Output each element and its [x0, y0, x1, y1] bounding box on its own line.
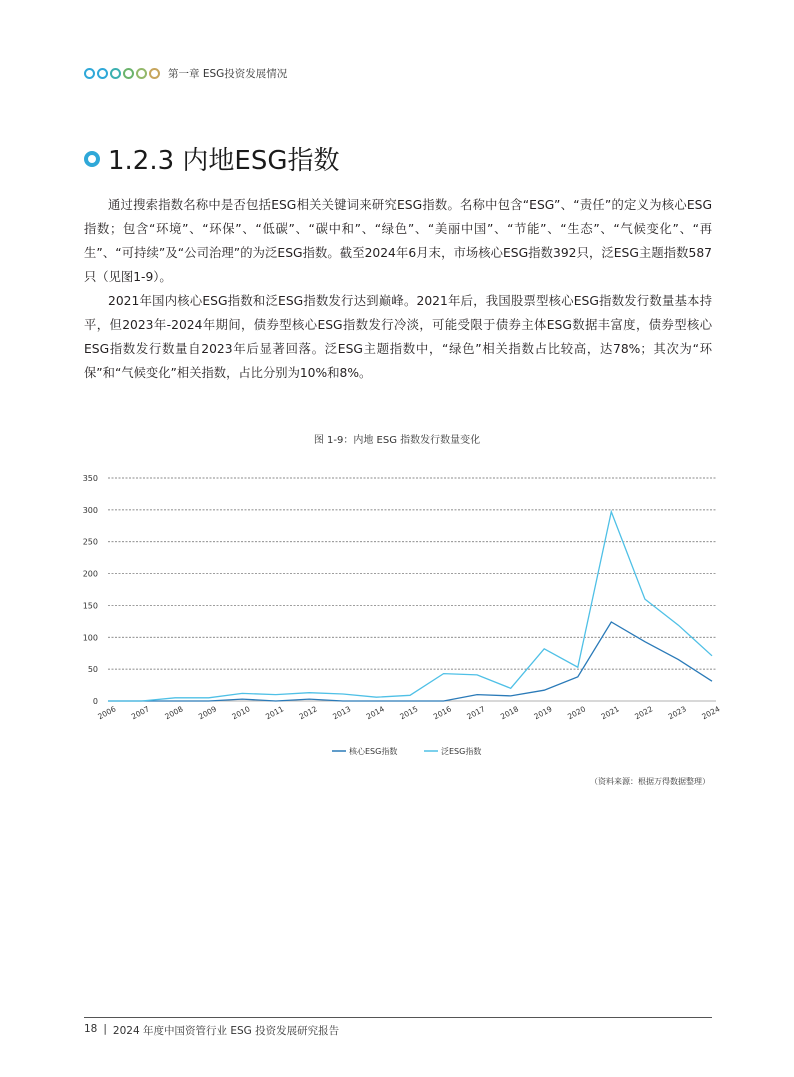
x-tick-label: 2021 [599, 704, 621, 722]
x-tick-label: 2015 [398, 704, 420, 722]
x-tick-label: 2010 [230, 704, 252, 722]
footer-divider [84, 1017, 712, 1018]
x-tick-label: 2007 [129, 704, 151, 722]
x-tick-label: 2017 [465, 704, 487, 722]
x-tick-label: 2024 [700, 704, 722, 722]
body-text [84, 193, 712, 385]
bullet-circle-icon [84, 151, 100, 167]
y-tick-label: 0 [92, 697, 98, 706]
paragraph-1: 通过搜索指数名称中是否包括ESG相关关键词来研究ESG指数。名称中包含“ESG”、“责任”的定义为核心ESG指数；包含“环境”、“环保”、“低碳”、“碳中和”、“绿色”、“美丽中国”、“节能”、“生态”、“气候变化”、“再生”、“可持续”及“公司治理”的为泛ESG指数。截至2024年6月末，市场核心ESG指数392只，泛ESG主题指数587只（见图1-9）。 [84, 198, 712, 284]
legend-label: 核心ESG指数 [349, 747, 398, 756]
x-tick-label: 2013 [331, 704, 353, 722]
x-tick-label: 2012 [297, 704, 319, 722]
header-dot-icon [136, 68, 147, 79]
footer-separator: | [103, 1023, 107, 1035]
paragraph-2: 2021年国内核心ESG指数和泛ESG指数发行达到巅峰。2021年后，我国股票型核心ESG指数发行数量基本持平，但2023年-2024年期间，债券型核心ESG指数发行冷淡，可能受限于债券主体ESG数据丰富度，债券型核心ESG指数发行数量自2023年后显著回落。泛ESG主题指数中，“绿色”相关指数占比较高，达78%；其次为“环保”和“气候变化”相关指数，占比分别为10%和8%。 [84, 294, 712, 380]
x-tick-label: 2016 [431, 704, 453, 722]
header-dot-icon [149, 68, 160, 79]
y-tick-label: 100 [82, 633, 98, 643]
page-footer [84, 1023, 339, 1038]
x-tick-label: 2008 [163, 704, 185, 722]
line-chart [70, 462, 730, 762]
series-line-2 [108, 512, 712, 701]
report-title: 2024 年度中国资管行业 ESG 投资发展研究报告 [112, 1025, 340, 1037]
y-tick-label: 150 [82, 601, 98, 611]
page-header [84, 66, 287, 80]
header-dot-icon [123, 68, 134, 79]
x-tick-label: 2006 [96, 704, 118, 722]
x-tick-label: 2020 [566, 704, 588, 722]
x-tick-label: 2014 [364, 704, 386, 722]
x-tick-label: 2023 [666, 704, 688, 722]
x-tick-label: 2011 [264, 704, 286, 722]
series-line-1 [108, 622, 712, 701]
figure-caption: 图 1-9：内地 ESG 指数发行数量变化 [313, 435, 481, 446]
x-tick-label: 2009 [196, 704, 219, 722]
header-dot-icon [110, 68, 121, 79]
legend-label: 泛ESG指数 [441, 747, 482, 756]
y-tick-label: 250 [82, 537, 98, 547]
section-title: 1.2.3 内地ESG指数 [108, 146, 340, 176]
y-tick-label: 300 [82, 505, 98, 515]
y-tick-label: 200 [82, 569, 98, 579]
header-dot-icon [84, 68, 95, 79]
chapter-title: 第一章 ESG投资发展情况 [168, 67, 288, 80]
header-dot-icon [97, 68, 108, 79]
header-dots [84, 68, 160, 79]
x-tick-label: 2019 [532, 704, 554, 722]
x-tick-label: 2018 [498, 704, 521, 722]
x-tick-label: 2022 [633, 704, 655, 722]
y-tick-label: 50 [87, 665, 98, 675]
y-tick-label: 350 [82, 474, 98, 483]
section-heading [84, 140, 340, 177]
page-number: 18 [84, 1023, 98, 1035]
figure-source: （资料来源：根据万得数据整理） [590, 777, 710, 786]
